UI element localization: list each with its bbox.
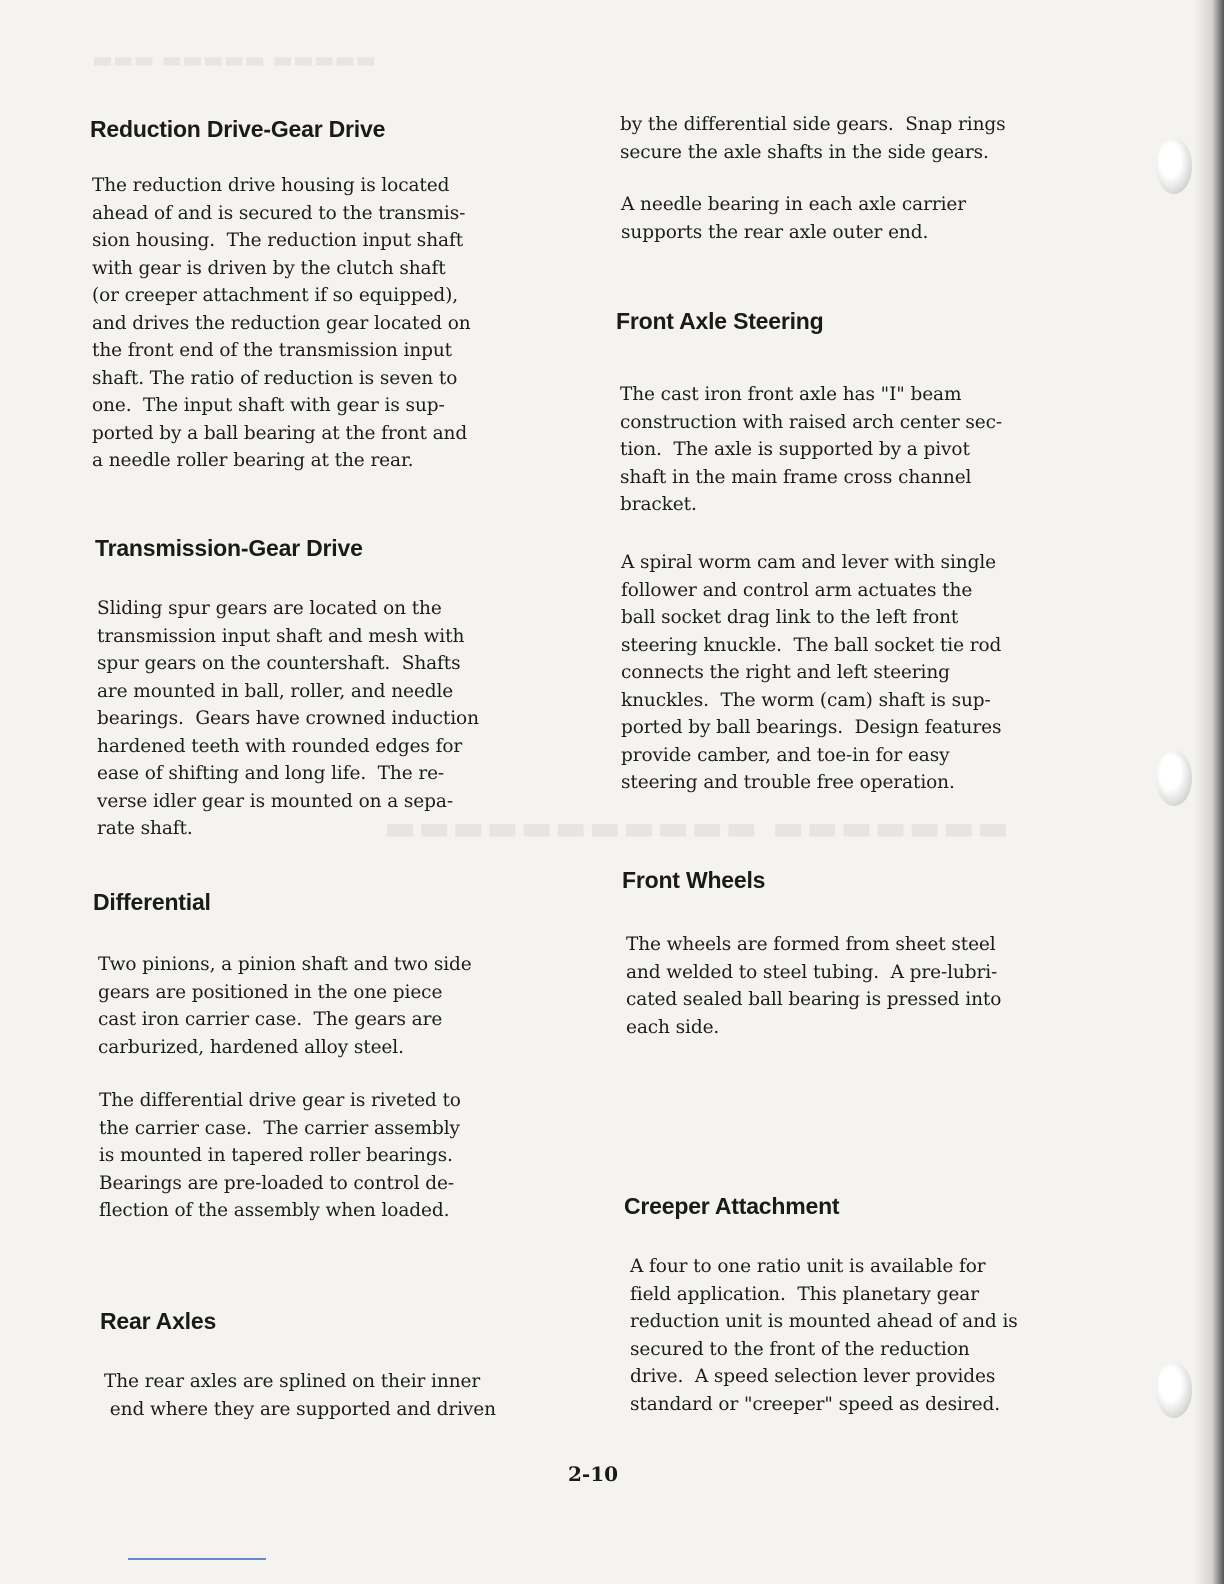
text-line: rate shaft. [97, 818, 193, 839]
heading-front-wheels: Front Wheels [622, 867, 766, 893]
text-line: is mounted in tapered roller bearings. [99, 1145, 453, 1166]
binder-hole [1156, 1362, 1192, 1418]
text-line: ease of shifting and long life. The re- [97, 763, 445, 784]
text-line: end where they are supported and driven [104, 1398, 496, 1420]
text-line: sion housing. The reduction input shaft [92, 230, 464, 251]
text-line: ported by ball bearings. Design features [621, 717, 1002, 738]
para-transmission-gear-drive [97, 595, 479, 843]
text-line: The cast iron front axle has "I" beam [620, 384, 962, 405]
text-line: The reduction drive housing is located [92, 175, 450, 196]
binder-hole [1156, 750, 1192, 806]
text-line: tion. The axle is supported by a pivot [620, 439, 970, 460]
text-line: the carrier case. The carrier assembly [99, 1117, 460, 1139]
text-line: The wheels are formed from sheet steel [626, 934, 996, 955]
bottom-mark-line [128, 1558, 266, 1560]
text-line: reduction unit is mounted ahead of and is [630, 1311, 1018, 1332]
text-line: Two pinions, a pinion shaft and two side [98, 954, 472, 975]
text-line: shaft in the main frame cross channel [620, 466, 972, 488]
binder-hole [1156, 138, 1192, 194]
text-line: cated sealed ball bearing is pressed into [626, 989, 1002, 1010]
text-line: are mounted in ball, roller, and needle [97, 680, 454, 702]
text-line: shaft. The ratio of reduction is seven to [92, 367, 458, 389]
text-line: steering knuckle. The ball socket tie rod [621, 634, 1002, 656]
text-line: by the differential side gears. Snap rings [620, 114, 1006, 135]
text-line: bracket. [620, 494, 697, 515]
heading-front-axle-steering: Front Axle Steering [616, 308, 824, 334]
page-edge-shadow [1194, 0, 1224, 1584]
text-line: each side. [626, 1016, 720, 1038]
text-line: secured to the front of the reduction [630, 1338, 970, 1360]
text-line: Bearings are pre-loaded to control de- [99, 1172, 454, 1194]
text-line: flection of the assembly when loaded. [99, 1200, 450, 1221]
text-line: a needle roller bearing at the rear. [92, 450, 414, 471]
para-rear-axles-continued [620, 111, 1006, 166]
para-differential-2 [99, 1087, 461, 1225]
para-rear-axles [104, 1368, 496, 1423]
text-line: Sliding spur gears are located on the [97, 598, 442, 619]
heading-creeper-attachment: Creeper Attachment [624, 1193, 840, 1219]
bleed-through-text: ▬▬▬ ▬▬▬▬▬ ▬▬▬▬▬ [92, 48, 377, 73]
text-line: supports the rear axle outer end. [621, 221, 929, 243]
text-line: secure the axle shafts in the side gears. [620, 141, 989, 163]
text-line: cast iron carrier case. The gears are [98, 1009, 443, 1030]
text-line: provide camber, and toe-in for easy [621, 744, 950, 766]
text-line: spur gears on the countershaft. Shafts [97, 653, 461, 674]
text-line: A four to one ratio unit is available for [630, 1256, 986, 1277]
text-line: ported by a ball bearing at the front and [92, 422, 468, 444]
text-line: and drives the reduction gear located on [92, 312, 471, 334]
text-line: gears are positioned in the one piece [98, 981, 443, 1003]
para-reduction-drive [92, 172, 471, 475]
text-line: follower and control arm actuates the [621, 579, 973, 601]
heading-transmission-gear-drive: Transmission-Gear Drive [95, 535, 363, 561]
text-line: ahead of and is secured to the transmis- [92, 202, 466, 224]
para-needle-bearing [621, 191, 966, 246]
para-front-wheels [626, 931, 1001, 1041]
text-line: drive. A speed selection lever provides [630, 1366, 996, 1387]
para-differential-1 [98, 951, 472, 1061]
text-line: knuckles. The worm (cam) shaft is sup- [621, 689, 991, 711]
heading-rear-axles: Rear Axles [100, 1308, 217, 1334]
text-line: transmission input shaft and mesh with [97, 625, 465, 647]
heading-reduction-drive: Reduction Drive-Gear Drive [90, 116, 386, 142]
para-front-axle [620, 381, 1002, 519]
text-line: (or creeper attachment if so equipped), [92, 285, 459, 306]
text-line: the front end of the transmission input [92, 340, 453, 361]
para-steering [621, 549, 1001, 797]
text-line: ball socket drag link to the left front [621, 607, 959, 628]
text-line: A spiral worm cam and lever with single [621, 552, 996, 573]
text-line: connects the right and left steering [621, 662, 950, 683]
page-number: 2-10 [568, 1462, 619, 1486]
text-line: standard or "creeper" speed as desired. [630, 1393, 1000, 1415]
text-line: steering and trouble free operation. [621, 772, 955, 793]
text-line: field application. This planetary gear [630, 1283, 979, 1305]
text-line: A needle bearing in each axle carrier [621, 194, 967, 215]
text-line: hardened teeth with rounded edges for [97, 735, 463, 757]
text-line: The differential drive gear is riveted to [99, 1090, 461, 1111]
bleed-through-heading: ▬▬▬▬▬▬▬ ▬▬▬▬▬▬▬▬▬▬▬ [382, 808, 1010, 848]
text-line: verse idler gear is mounted on a sepa- [97, 790, 453, 812]
text-line: one. The input shaft with gear is sup- [92, 395, 445, 416]
text-line: The rear axles are splined on their inner [104, 1371, 481, 1392]
text-line: bearings. Gears have crowned induction [97, 708, 479, 729]
text-line: carburized, hardened alloy steel. [98, 1036, 404, 1058]
text-line: and welded to steel tubing. A pre-lubri- [626, 961, 998, 983]
para-creeper-attachment [630, 1253, 1018, 1418]
text-line: construction with raised arch center sec- [620, 411, 1002, 433]
text-line: with gear is driven by the clutch shaft [92, 257, 446, 279]
heading-differential: Differential [93, 889, 211, 915]
